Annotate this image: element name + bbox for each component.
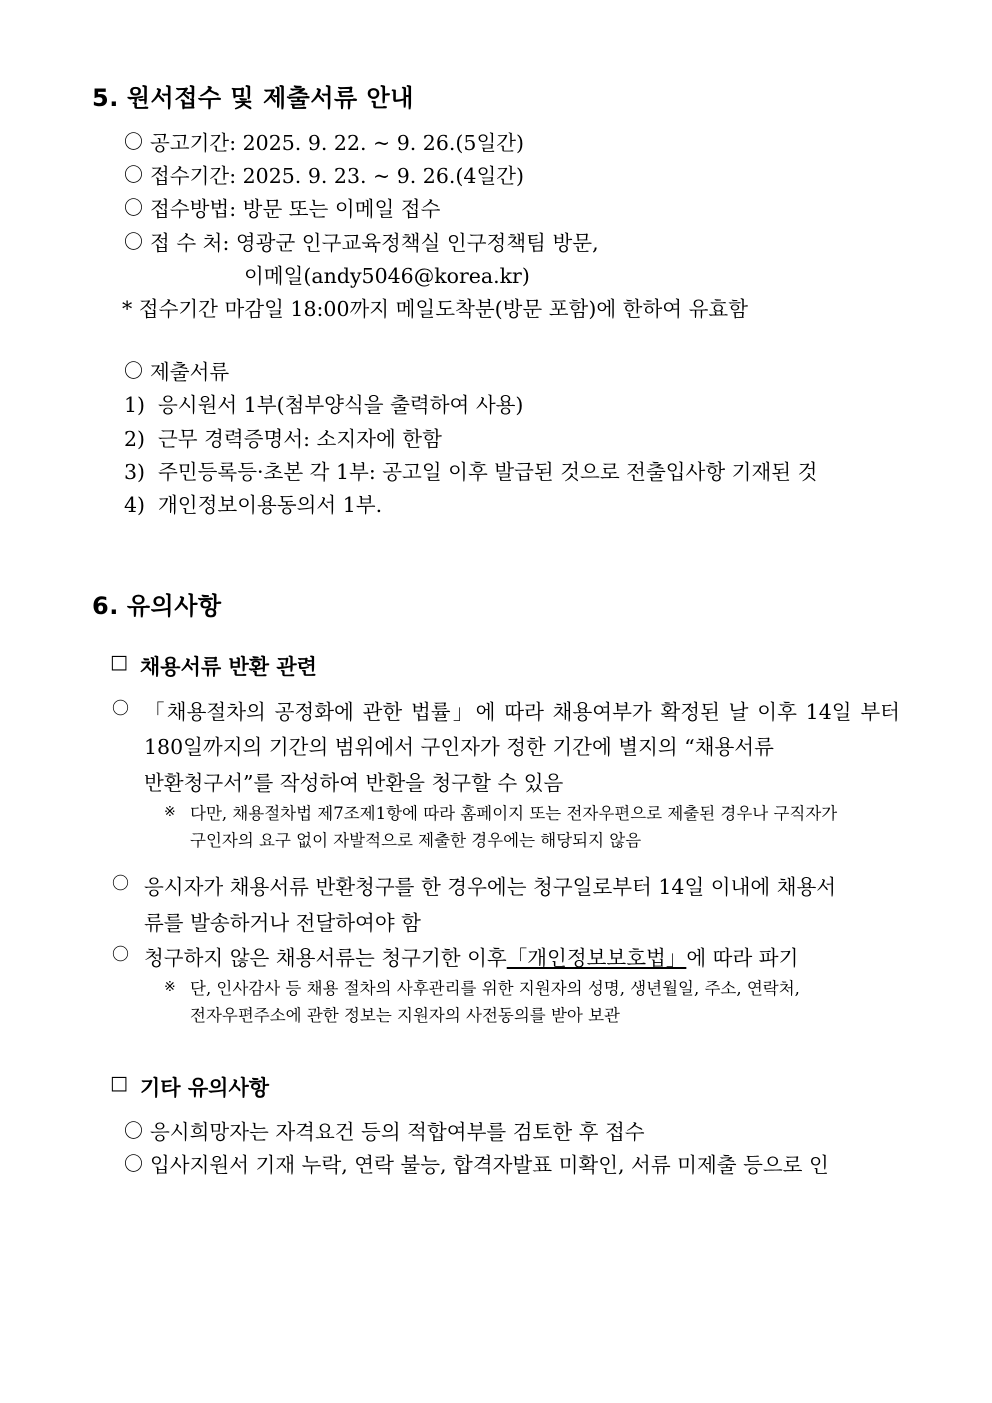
submission-docs-block: [124, 356, 900, 389]
list-item: [124, 389, 900, 422]
list-item: [124, 456, 900, 489]
circle-bullet-icon: 〇: [124, 164, 144, 187]
list-item: [124, 127, 900, 160]
circle-bullet-icon: 〇: [112, 699, 129, 720]
section-5-number: 5.: [92, 84, 119, 112]
circle-bullet-icon: 〇: [112, 874, 129, 895]
list-item: [124, 193, 900, 226]
section-6-title: 유의사항: [126, 592, 222, 621]
note-line: 단, 인사감사 등 채용 절차의 사후관리를 위한 지원자의 성명, 생년월일, 주소, 연락처,: [190, 979, 800, 999]
section-5-items: [124, 127, 900, 260]
note-line: 다만, 채용절차법 제7조제1항에 따라 홈페이지 또는 전자우편으로 제출된 경우나 구직자가: [190, 803, 838, 823]
subsection-title: 기타 유의사항: [140, 1075, 270, 1100]
paragraph-line: 부터 180일까지의 기간의 범위에서 구인자가 정한 기간에 별지의 “채용서류: [144, 700, 900, 760]
reference-mark-icon: ※: [164, 979, 176, 996]
list-marker: 2): [124, 426, 146, 451]
list-marker: 1): [124, 393, 146, 418]
square-box-icon: □: [110, 651, 128, 674]
circle-bullet-icon: 〇: [124, 230, 144, 253]
list-item-text: 주민등록등·초본 각 1부: 공고일 이후 발급된 것으로 전출입사항 기재된 것: [158, 459, 818, 484]
list-marker: 3): [124, 459, 146, 484]
note-line: 구인자의 요구 없이 자발적으로 제출한 경우에는 해당되지 않음: [190, 830, 642, 850]
list-marker: 4): [124, 493, 146, 518]
paragraph: [112, 870, 900, 941]
note: [164, 976, 900, 1029]
paragraph-line: 청구하지 않은 채용서류는 청구기한 이후: [144, 945, 507, 970]
email-text: 이메일(andy5046@korea.kr): [244, 263, 530, 288]
paragraph-line: 응시자가 채용서류 반환청구를 한 경우에는 청구일로부터 14일 이내에 채용서: [144, 875, 837, 900]
paragraph: [112, 695, 900, 801]
list-item: [124, 489, 900, 522]
list-item-text: 공고기간: 2025. 9. 22. ~ 9. 26.(5일간): [150, 131, 525, 155]
list-item: [124, 423, 900, 456]
submission-docs-heading: [124, 356, 900, 389]
list-item: [124, 1149, 900, 1182]
note: [164, 801, 900, 854]
section-6-number: 6.: [92, 592, 119, 621]
list-item-text: 접수방법: 방문 또는 이메일 접수: [150, 197, 441, 222]
list-item-text: 근무 경력증명서: 소지자에 한함: [158, 426, 442, 451]
subsection-return-docs-heading: [110, 651, 900, 681]
circle-bullet-icon: 〇: [124, 1119, 144, 1142]
paragraph-line: 류를 발송하거나 전달하여야 함: [144, 910, 421, 935]
circle-bullet-icon: 〇: [124, 360, 144, 383]
subsection-other-notes-heading: [110, 1072, 900, 1102]
paragraph-line: 에 따라 파기: [686, 945, 799, 970]
subsection-title: 채용서류 반환 관련: [140, 655, 317, 680]
other-notes-list: [124, 1116, 900, 1182]
deadline-note-text: * 접수기간 마감일 18:00까지 메일도착분(방문 포함)에 한하여 유효함: [122, 297, 749, 322]
circle-bullet-icon: 〇: [124, 197, 144, 220]
list-item-text: 입사지원서 기재 누락, 연락 불능, 합격자발표 미확인, 서류 미제출 등으로 인: [150, 1152, 829, 1177]
paragraph-body: [144, 870, 900, 941]
list-item: [124, 227, 900, 260]
note-line: 전자우편주소에 관한 정보는 지원자의 사전동의를 받아 보관: [190, 1005, 620, 1025]
section-5-title: 원서접수 및 제출서류 안내: [126, 84, 414, 112]
circle-bullet-icon: 〇: [124, 131, 144, 153]
paragraph-line: 「채용절차의 공정화에 관한 법률」에 따라 채용여부가 확정된 날 이후 14일: [144, 700, 852, 725]
section-5-heading: [92, 78, 900, 113]
paragraph: [112, 941, 900, 976]
deadline-note: [122, 293, 900, 326]
email-line: [244, 260, 900, 293]
submission-docs-list: [124, 389, 900, 522]
square-box-icon: □: [110, 1071, 128, 1094]
paragraph-emphasis: 「개인정보보호법」: [506, 945, 687, 970]
list-item-text: 개인정보이용동의서 1부.: [158, 493, 383, 518]
circle-bullet-icon: 〇: [112, 944, 129, 965]
list-item-text: 접수기간: 2025. 9. 23. ~ 9. 26.(4일간): [150, 164, 525, 189]
list-item-text: 응시원서 1부(첨부양식을 출력하여 사용): [158, 393, 524, 418]
list-item-text: 응시희망자는 자격요건 등의 적합여부를 검토한 후 접수: [150, 1119, 645, 1144]
section-6-heading: [92, 586, 900, 621]
paragraph-body: [144, 941, 900, 976]
reference-mark-icon: ※: [164, 803, 176, 820]
circle-bullet-icon: 〇: [124, 1152, 144, 1175]
paragraph-line: 반환청구서”를 작성하여 반환을 청구할 수 있음: [144, 770, 564, 795]
submission-docs-heading-text: 제출서류: [150, 360, 230, 385]
note-body: [190, 801, 900, 854]
list-item: [124, 160, 900, 193]
list-item-text: 접 수 처: 영광군 인구교육정책실 인구정책팀 방문,: [150, 230, 599, 255]
note-body: [190, 976, 900, 1029]
paragraph-body: [144, 695, 900, 801]
list-item: [124, 1116, 900, 1149]
